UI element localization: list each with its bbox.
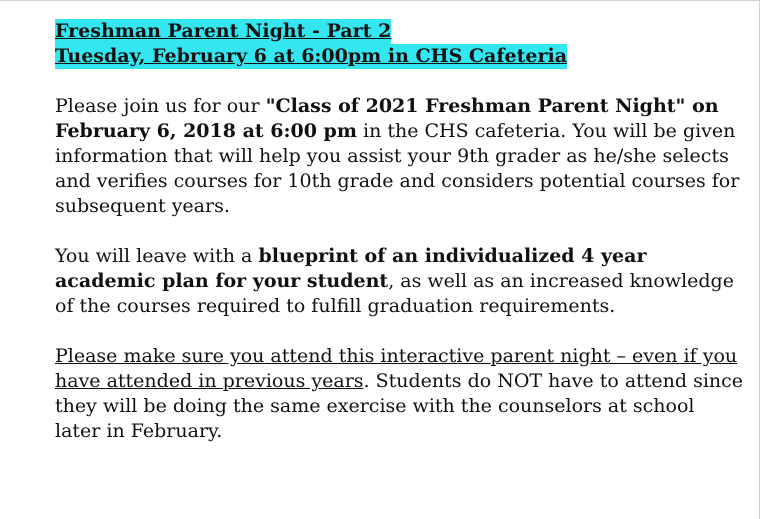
invitation-event-details: "Class of 2021 Freshman Parent Night" on February 6, 2018 at 6:00 pm — [55, 95, 719, 142]
paragraph-outcome — [55, 244, 745, 319]
document-body — [55, 19, 745, 444]
paragraph-invitation — [55, 94, 745, 219]
paragraph-attendance-note — [55, 344, 745, 444]
spacer — [55, 319, 745, 344]
outcome-intro: You will leave with a — [55, 245, 259, 267]
attendance-emphasis: Please make sure you attend this interactive parent night – even if you have attended in previous years — [55, 345, 738, 392]
spacer — [55, 219, 745, 244]
event-date-location: Tuesday, February 6 at 6:00pm in CHS Cafeteria — [55, 45, 568, 67]
outcome-description: , as well as an increased knowledge of the courses required to fulfill graduation requirements. — [55, 270, 734, 317]
outcome-blueprint: blueprint of an individualized 4 year academic plan for your student — [55, 245, 647, 292]
heading-block — [55, 19, 745, 69]
spacer — [55, 69, 745, 94]
invitation-description: in the CHS cafeteria. You will be given information that will help you assist your 9th grader as he/she selects and verifies courses for 10th grade and considers potential courses for subsequent years. — [55, 120, 740, 217]
invitation-intro: Please join us for our — [55, 95, 266, 117]
attendance-description: . Students do NOT have to attend since they will be doing the same exercise with the counselors at school later in February. — [55, 370, 744, 442]
event-title: Freshman Parent Night - Part 2 — [55, 20, 392, 42]
